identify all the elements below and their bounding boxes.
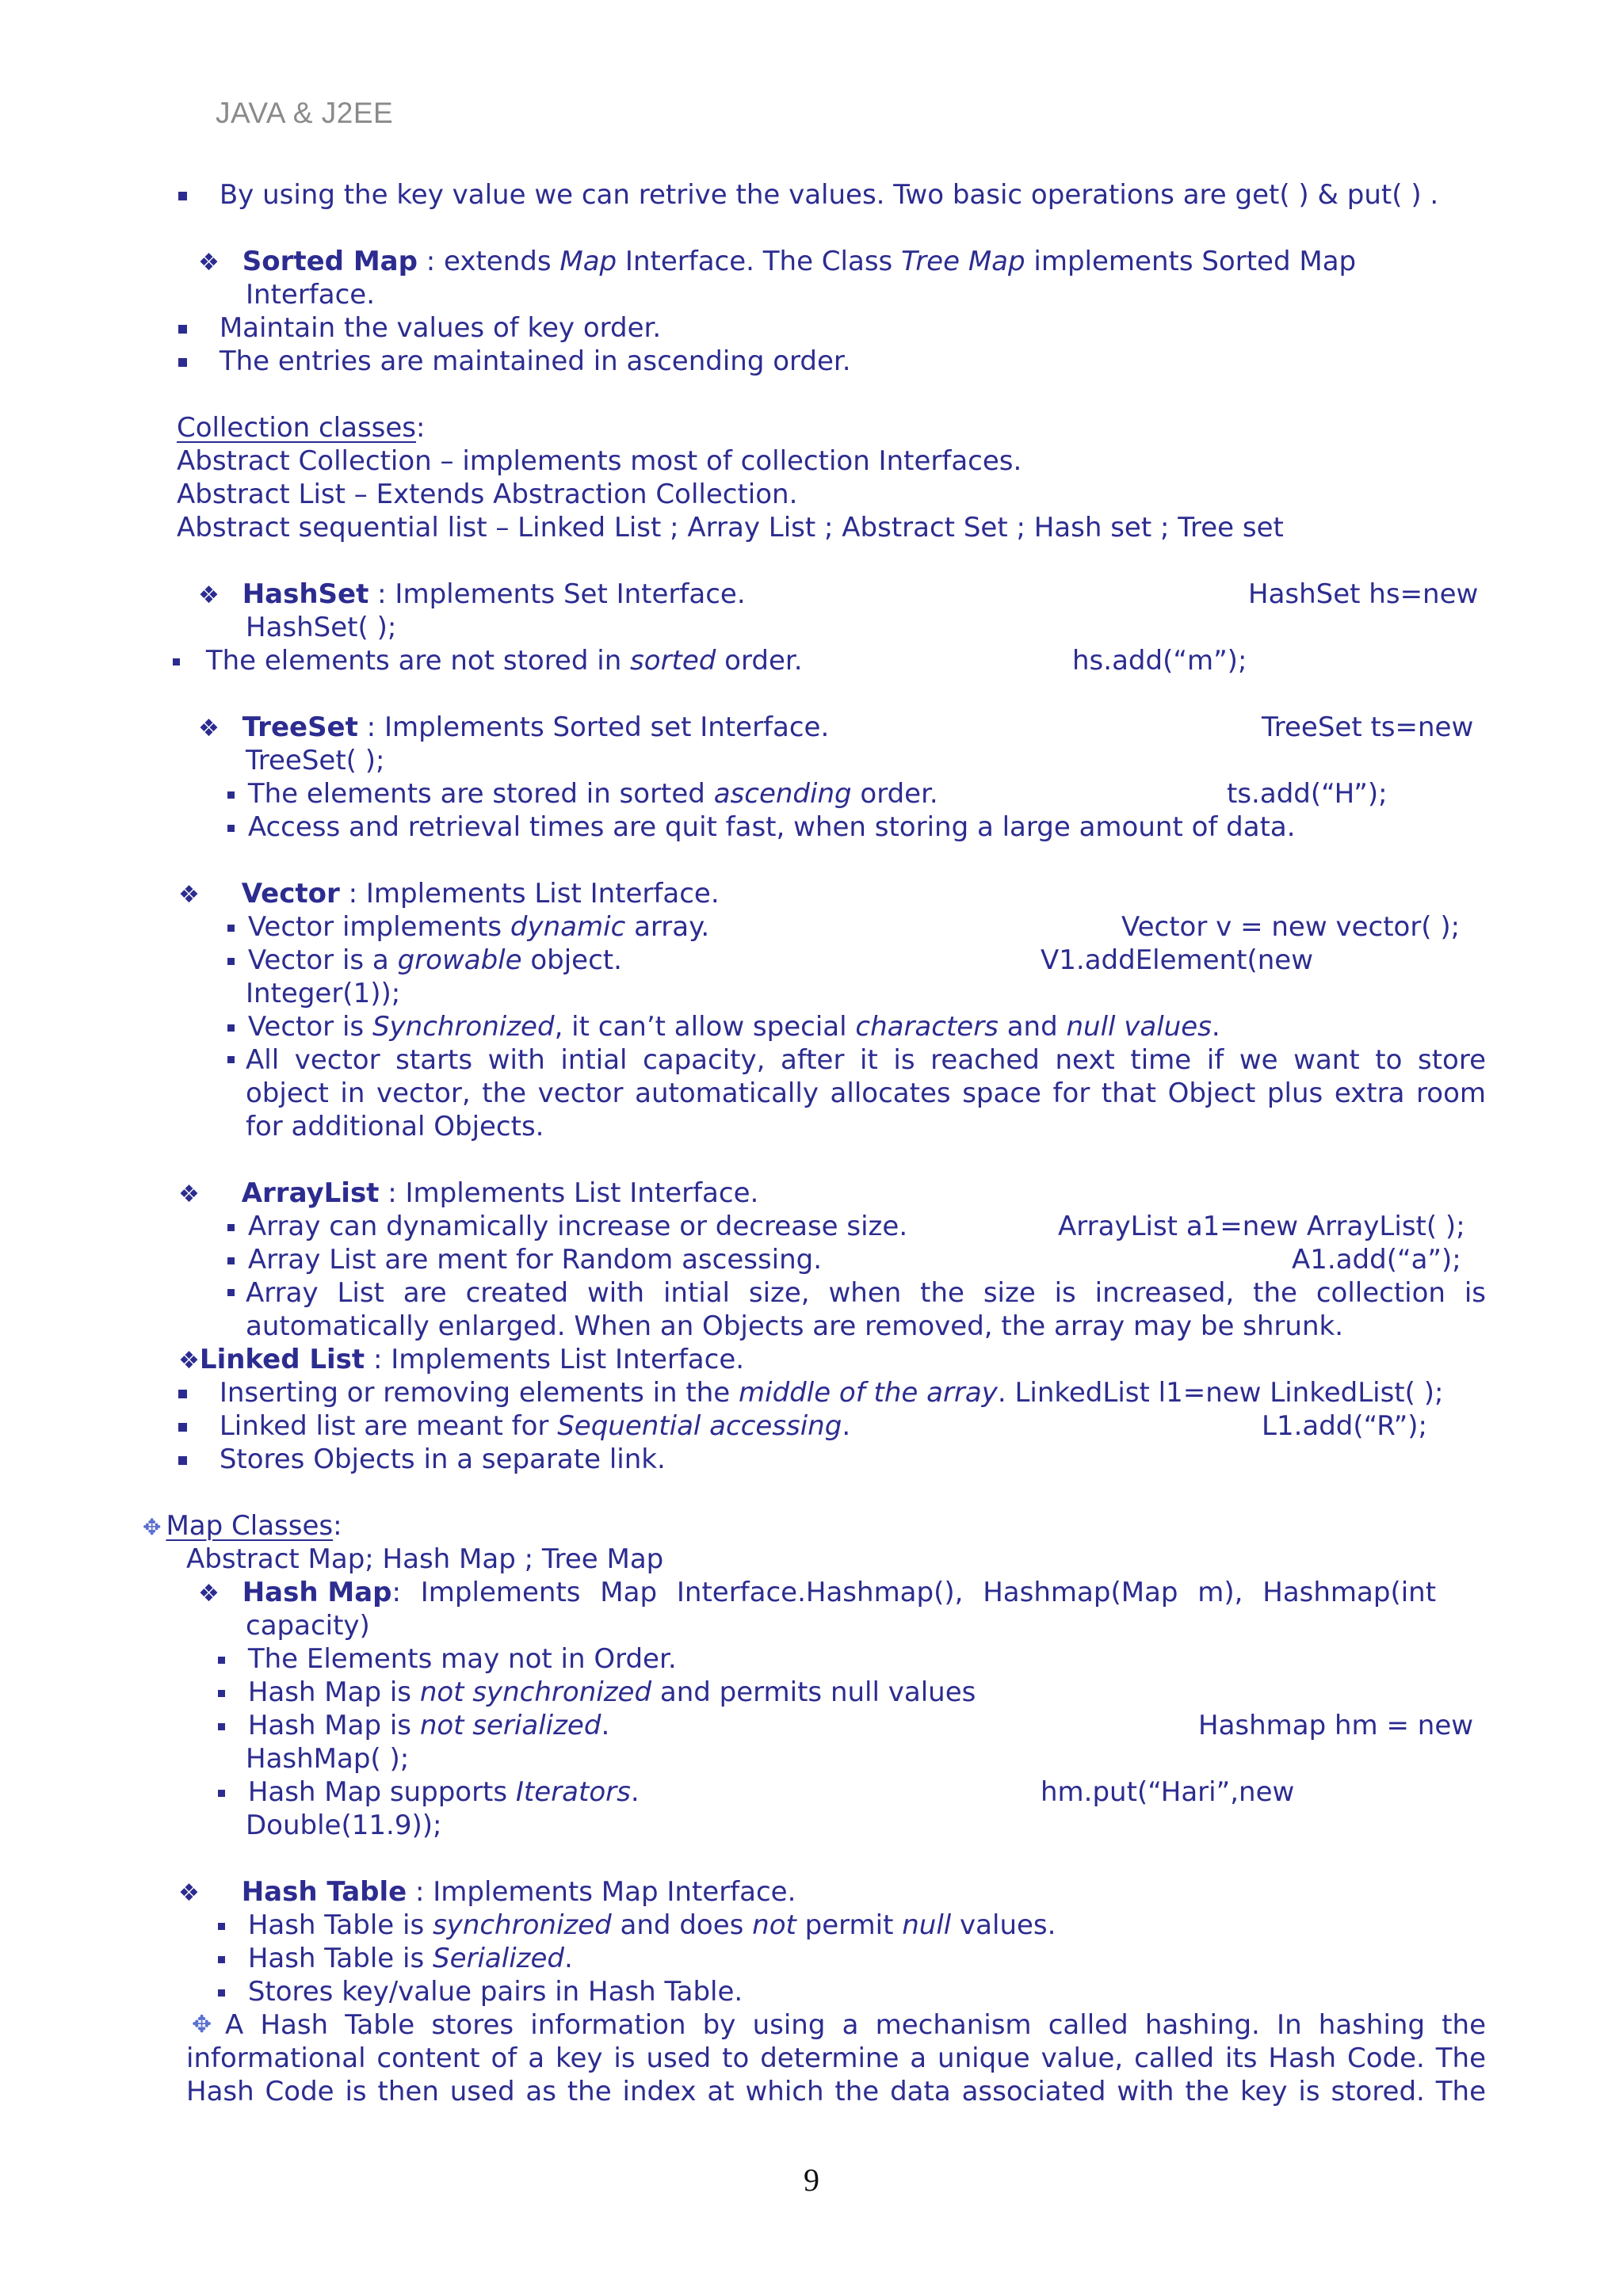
code-snippet: Hashmap hm = new	[1198, 1710, 1474, 1741]
list-item: Hash Map is not synchronized and permits null values	[218, 1676, 976, 1709]
list-item: The entries are maintained in ascending order.	[178, 345, 851, 378]
square-bullet-icon	[178, 325, 187, 334]
code-snippet: L1.add(“R”);	[1262, 1410, 1427, 1442]
diamond-bullet-icon: ❖	[198, 249, 220, 277]
square-bullet-icon	[178, 192, 187, 200]
diamond-bullet-icon: ❖	[178, 1879, 200, 1907]
code-snippet-cont: HashSet( );	[246, 612, 397, 643]
list-item: Hash Table is synchronized and does not permit null values.	[218, 1909, 1056, 1942]
code-snippet: V1.addElement(new	[1041, 944, 1314, 976]
code-snippet: HashSet hs=new	[1248, 578, 1479, 610]
square-bullet-icon	[227, 791, 235, 799]
code-snippet: ts.add(“H”);	[1227, 778, 1388, 810]
collection-class-line: Abstract sequential list – Linked List ; Array List ; Abstract Set ; Hash set ; Tree set	[177, 512, 1284, 543]
code-snippet: hs.add(“m”);	[1072, 645, 1247, 677]
square-bullet-icon	[218, 1989, 225, 1997]
list-item: The elements are not stored in sorted order.	[173, 644, 803, 677]
sorted-map-heading-cont: Interface.	[246, 279, 376, 311]
collection-class-line: Abstract List – Extends Abstraction Collection.	[177, 479, 798, 510]
square-bullet-icon	[227, 1224, 235, 1231]
square-bullet-icon	[227, 1024, 235, 1032]
code-snippet-cont: HashMap( );	[246, 1743, 410, 1775]
list-item: Maintain the values of key order.	[178, 311, 661, 345]
square-bullet-icon	[178, 1423, 187, 1432]
diamond-bullet-icon: ❖	[198, 715, 220, 742]
square-bullet-icon	[227, 825, 235, 832]
sorted-map-heading: ❖ Sorted Map : extends Map Interface. The Class Tree Map implements Sorted Map	[198, 246, 1357, 277]
hashmap-heading-cont: capacity)	[246, 1610, 370, 1642]
list-item: Hash Map supports Iterators.	[218, 1775, 640, 1809]
hashtable-paragraph-line: Hash Code is then used as the index at which the data associated with the key is stored. The	[186, 2076, 1486, 2107]
square-bullet-icon	[218, 1657, 225, 1664]
list-item: Array can dynamically increase or decrease size.	[227, 1210, 907, 1243]
diamond-bullet-icon: ❖	[178, 1347, 200, 1375]
square-bullet-icon	[218, 1790, 225, 1797]
square-bullet-icon	[173, 658, 180, 666]
code-snippet: TreeSet ts=new	[1262, 711, 1474, 743]
list-item: All vector starts with intial capacity, after it is reached next time if we want to store	[227, 1043, 1486, 1077]
code-snippet: A1.add(“a”);	[1292, 1244, 1461, 1276]
list-item: Array List are ment for Random ascessing.	[227, 1243, 822, 1276]
diamond-bullet-icon: ❖	[178, 881, 200, 909]
list-item: Inserting or removing elements in the middle of the array. LinkedList l1=new LinkedList( );	[178, 1376, 1443, 1409]
square-bullet-icon	[178, 358, 187, 367]
code-snippet-cont: TreeSet( );	[246, 745, 385, 776]
code-snippet: Vector v = new vector( );	[1121, 911, 1461, 943]
map-classes-list: Abstract Map; Hash Map ; Tree Map	[186, 1543, 664, 1575]
list-item: Vector is Synchronized, it can’t allow special characters and null values.	[227, 1010, 1220, 1043]
square-bullet-icon	[178, 1390, 187, 1398]
list-item-cont: automatically enlarged. When an Objects are removed, the array may be shrunk.	[246, 1310, 1344, 1342]
page-number: 9	[804, 2162, 819, 2198]
code-snippet-cont: Double(11.9));	[246, 1810, 442, 1841]
collection-classes-heading: Collection classes:	[177, 412, 426, 444]
list-item: Vector is a growable object.	[227, 944, 622, 977]
square-bullet-icon	[218, 1923, 225, 1930]
list-item: Hash Map is not serialized.	[218, 1709, 609, 1742]
code-snippet-cont: Integer(1));	[246, 978, 401, 1009]
square-bullet-icon	[227, 958, 235, 965]
square-bullet-icon	[218, 1723, 225, 1730]
list-item: The Elements may not in Order.	[218, 1642, 677, 1676]
diamond-bullet-icon: ❖	[198, 1580, 220, 1608]
treeset-heading: ❖ TreeSet : Implements Sorted set Interface.	[198, 711, 830, 743]
list-item: Stores key/value pairs in Hash Table.	[218, 1975, 743, 2008]
collection-class-line: Abstract Collection – implements most of collection Interfaces.	[177, 445, 1022, 477]
diamond-bullet-icon: ❖	[178, 1180, 200, 1208]
cross-diamond-icon: ✥	[143, 1514, 162, 1540]
square-bullet-icon	[218, 1690, 225, 1697]
list-item: Linked list are meant for Sequential accessing.	[178, 1409, 850, 1443]
square-bullet-icon	[227, 925, 235, 932]
square-bullet-icon	[227, 1056, 235, 1063]
code-snippet: ArrayList a1=new ArrayList( );	[1058, 1211, 1465, 1242]
hashtable-paragraph-line: ✥ A Hash Table stores information by using a mechanism called hashing. In hashing the	[192, 2009, 1486, 2041]
square-bullet-icon	[227, 1257, 235, 1264]
vector-heading: ❖ Vector : Implements List Interface.	[178, 878, 720, 910]
list-item: Vector implements dynamic array.	[227, 910, 709, 944]
hashtable-heading: ❖ Hash Table : Implements Map Interface.	[178, 1876, 796, 1908]
list-item: Stores Objects in a separate link.	[178, 1443, 666, 1476]
list-item-cont: for additional Objects.	[246, 1111, 544, 1142]
map-classes-heading: ✥ Map Classes:	[143, 1510, 342, 1542]
map-intro-bullet: By using the key value we can retrive the values. Two basic operations are get( ) & put( ) .	[178, 178, 1438, 212]
list-item: The elements are stored in sorted ascending order.	[227, 777, 938, 810]
list-item: Access and retrieval times are quit fast, when storing a large amount of data.	[227, 810, 1296, 844]
hashmap-heading: ❖ Hash Map: Implements Map Interface.Hashmap(), Hashmap(Map m), Hashmap(int	[198, 1577, 1437, 1608]
arraylist-heading: ❖ ArrayList : Implements List Interface.	[178, 1177, 759, 1209]
hashset-heading: ❖ HashSet : Implements Set Interface.	[198, 578, 746, 610]
list-item: Array List are created with intial size, when the size is increased, the collection is	[227, 1276, 1486, 1310]
list-item-cont: object in vector, the vector automatically allocates space for that Object plus extra room	[246, 1077, 1486, 1109]
square-bullet-icon	[178, 1456, 187, 1465]
code-snippet: hm.put(“Hari”,new	[1041, 1776, 1295, 1808]
cross-diamond-icon: ✥	[192, 2011, 212, 2039]
hashtable-paragraph-line: informational content of a key is used to determine a unique value, called its Hash Code. The	[186, 2042, 1486, 2074]
square-bullet-icon	[227, 1289, 235, 1296]
diamond-bullet-icon: ❖	[198, 582, 220, 609]
linkedlist-heading: ❖Linked List : Implements List Interface.	[178, 1344, 745, 1375]
list-item: Hash Table is Serialized.	[218, 1942, 573, 1975]
running-header: JAVA & J2EE	[216, 97, 394, 129]
square-bullet-icon	[218, 1956, 225, 1963]
